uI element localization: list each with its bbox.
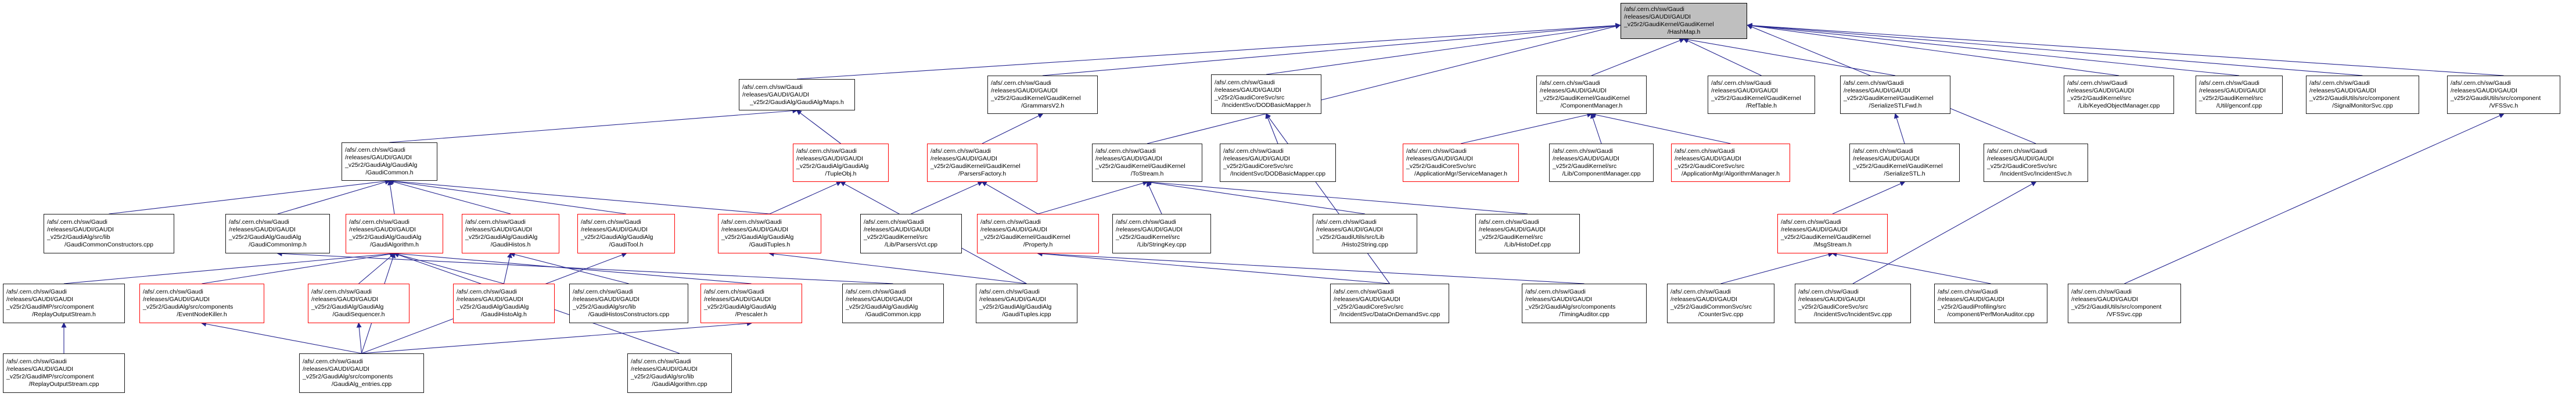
node-path-line: /afs/.cern.ch/sw/Gaudi: [345, 146, 405, 153]
graph-node-tostream_h[interactable]: [1092, 144, 1202, 182]
node-path-line: _v25r2/GaudiAlg/GaudiAlg: [311, 303, 384, 310]
node-path-line: /GaudiTuples.h: [749, 241, 791, 248]
node-path-line: _v25r2/GaudiKernel/src: [1553, 163, 1617, 170]
node-path-line: _v25r2/GaudiAlg/GaudiAlg: [349, 234, 422, 241]
node-path-line: /afs/.cern.ch/sw/Gaudi: [349, 219, 409, 226]
node-path-line: /afs/.cern.ch/sw/Gaudi: [1853, 148, 1913, 155]
node-path-line: /releases/GAUDI/GAUDI: [1406, 155, 1473, 162]
node-path-line: /releases/GAUDI/GAUDI: [991, 87, 1058, 94]
graph-node-componentmanager_cpp[interactable]: [1549, 144, 1654, 182]
node-path-line: _v25r2/GaudiKernel/src: [2067, 95, 2132, 102]
graph-node-keyedobjectmanager_cpp[interactable]: [2064, 76, 2174, 114]
node-path-line: _v25r2/GaudiCommonSvc/src: [1670, 303, 1752, 310]
node-path-line: /releases/GAUDI/GAUDI: [573, 296, 639, 303]
dependency-edge: [202, 323, 362, 353]
node-path-line: _v25r2/GaudiKernel/GaudiKernel: [1844, 95, 1934, 102]
node-path-line: /releases/GAUDI/GAUDI: [311, 296, 378, 303]
node-path-line: /afs/.cern.ch/sw/Gaudi: [1938, 288, 1998, 295]
node-path-line: /IncidentSvc/DODBasicMapper.h: [1221, 102, 1311, 109]
node-path-line: _v25r2/GaudiAlg/src/lib: [573, 303, 636, 310]
node-path-line: /afs/.cern.ch/sw/Gaudi: [465, 219, 526, 226]
node-path-line: _v25r2/GaudiAlg/GaudiAlg: [846, 303, 918, 310]
graph-node-stringkey_cpp[interactable]: [1112, 214, 1211, 253]
node-path-line: /HashMap.h: [1667, 28, 1701, 35]
dependency-edge: [1748, 25, 2239, 76]
node-path-line: _v25r2/GaudiCoreSvc/src: [1406, 163, 1476, 170]
graph-node-tupleobj_h[interactable]: [793, 144, 889, 182]
node-path-line: /afs/.cern.ch/sw/Gaudi: [6, 358, 67, 365]
node-path-line: /Lib/ComponentManager.cpp: [1562, 170, 1641, 177]
node-path-line: _v25r2/GaudiKernel/GaudiKernel: [1711, 95, 1801, 102]
node-path-line: _v25r2/GaudiMP/src/component: [6, 303, 94, 310]
node-path-line: _v25r2/GaudiCoreSvc/src: [1798, 303, 1869, 310]
node-path-line: /VFSSvc.cpp: [2107, 311, 2142, 318]
node-path-line: /afs/.cern.ch/sw/Gaudi: [1540, 80, 1600, 87]
node-path-line: _v25r2/GaudiKernel/GaudiKernel: [1781, 234, 1871, 241]
node-path-line: /GaudiAlgorithm.h: [369, 241, 419, 248]
node-path-line: _v25r2/GaudiKernel/src: [1116, 234, 1180, 241]
node-path-line: /IncidentSvc/IncidentSvc.cpp: [1813, 311, 1892, 318]
dependency-edge: [1684, 39, 1895, 76]
dependency-edge: [390, 110, 797, 142]
node-path-line: /releases/GAUDI/GAUDI: [704, 296, 771, 303]
node-path-line: _v25r2/GaudiKernel/GaudiKernel: [930, 163, 1021, 170]
node-path-line: /releases/GAUDI/GAUDI: [1938, 296, 2004, 303]
graph-node-parsersfactory_h[interactable]: [927, 144, 1037, 182]
node-path-line: /releases/GAUDI/GAUDI: [1540, 87, 1607, 94]
node-path-line: _v25r2/GaudiKernel/GaudiKernel: [980, 234, 1070, 241]
dependency-edge: [390, 181, 395, 214]
node-path-line: _v25r2/GaudiKernel/GaudiKernel: [1095, 163, 1185, 170]
graph-node-serializestlfwd_h[interactable]: [1840, 76, 1950, 114]
node-path-line: /TupleObj.h: [825, 170, 857, 177]
graph-node-eventnodekiller_h[interactable]: [139, 284, 264, 323]
node-path-line: /SerializeSTLFwd.h: [1869, 102, 1922, 109]
node-path-line: /releases/GAUDI/GAUDI: [742, 91, 809, 98]
dependency-edge: [1748, 25, 2504, 76]
node-path-line: /afs/.cern.ch/sw/Gaudi: [796, 148, 857, 155]
dependency-edge: [770, 182, 841, 214]
node-path-line: /releases/GAUDI/GAUDI: [980, 226, 1047, 233]
node-path-line: /SerializeSTL.h: [1884, 170, 1925, 177]
node-path-line: _v25r2/GaudiAlg/src/components: [143, 303, 233, 310]
node-path-line: /GaudiHistoAlg.h: [481, 311, 527, 318]
node-path-line: /afs/.cern.ch/sw/Gaudi: [2451, 80, 2511, 87]
node-path-line: _v25r2/GaudiCoreSvc/src: [1675, 163, 1745, 170]
node-path-line: /releases/GAUDI/GAUDI: [1798, 296, 1865, 303]
node-path-line: /ComponentManager.h: [1560, 102, 1623, 109]
node-path-line: _v25r2/GaudiKernel/GaudiKernel: [1540, 95, 1630, 102]
graph-node-reftable_h[interactable]: [1708, 76, 1815, 114]
graph-node-timingauditor_cpp[interactable]: [1522, 284, 1647, 323]
graph-node-gaudicommon_icpp[interactable]: [842, 284, 944, 323]
graph-node-msgstream_h[interactable]: [1777, 214, 1888, 253]
node-path-line: /afs/.cern.ch/sw/Gaudi: [573, 288, 633, 295]
graph-node-componentmanager_h[interactable]: [1536, 76, 1647, 114]
node-path-line: /afs/.cern.ch/sw/Gaudi: [742, 83, 803, 91]
node-path-line: /GaudiTuples.icpp: [1002, 311, 1051, 318]
node-path-line: /afs/.cern.ch/sw/Gaudi: [143, 288, 203, 295]
dependency-edge: [1684, 39, 1762, 76]
node-path-line: _v25r2/GaudiUtils/src/component: [2309, 95, 2400, 102]
node-path-line: /GaudiCommon.h: [365, 169, 414, 176]
node-path-line: _v25r2/GaudiKernel/src: [2199, 95, 2264, 102]
dependency-edge: [1461, 114, 1591, 144]
dependency-edge: [390, 181, 627, 214]
node-path-line: /releases/GAUDI/GAUDI: [1479, 226, 1546, 233]
node-path-line: /afs/.cern.ch/sw/Gaudi: [979, 288, 1040, 295]
dependency-edge: [1147, 182, 1365, 214]
node-path-line: /releases/GAUDI/GAUDI: [721, 226, 788, 233]
node-path-line: /releases/GAUDI/GAUDI: [1853, 155, 1920, 162]
node-path-line: /Lib/HistoDef.cpp: [1504, 241, 1551, 248]
graph-node-gaudihistosconstructors_cpp[interactable]: [569, 284, 688, 323]
node-path-line: /releases/GAUDI/GAUDI: [1095, 155, 1162, 162]
node-path-line: /releases/GAUDI/GAUDI: [6, 296, 73, 303]
node-path-line: /releases/GAUDI/GAUDI: [1670, 296, 1737, 303]
node-path-line: /afs/.cern.ch/sw/Gaudi: [1095, 148, 1156, 155]
dependency-edge: [1038, 182, 1147, 214]
node-path-line: /CounterSvc.cpp: [1698, 311, 1744, 318]
node-path-line: /IncidentSvc/DODBasicMapper.cpp: [1230, 170, 1325, 177]
node-path-line: /afs/.cern.ch/sw/Gaudi: [991, 80, 1051, 87]
node-path-line: /afs/.cern.ch/sw/Gaudi: [6, 288, 67, 295]
node-path-line: _v25r2/GaudiAlg/GaudiAlg: [457, 303, 529, 310]
graph-node-servicemanager_h[interactable]: [1403, 144, 1519, 182]
graph-node-histodef_cpp[interactable]: [1475, 214, 1580, 253]
node-path-line: /afs/.cern.ch/sw/Gaudi: [1675, 148, 1735, 155]
dependency-edge: [278, 181, 390, 214]
node-path-line: _v25r2/GaudiKernel/src: [1479, 234, 1543, 241]
node-path-line: /afs/.cern.ch/sw/Gaudi: [457, 288, 517, 295]
node-path-line: /releases/GAUDI/GAUDI: [1334, 296, 1400, 303]
graph-node-countersvc_cpp[interactable]: [1667, 284, 1774, 323]
graph-node-dodbasicmapper_cpp[interactable]: [1220, 144, 1336, 182]
node-path-line: /ReplayOutputStream.cpp: [28, 381, 99, 388]
node-path-line: /releases/GAUDI/GAUDI: [143, 296, 210, 303]
graph-node-hashmap_h[interactable]: [1621, 3, 1747, 39]
node-path-line: /afs/.cern.ch/sw/Gaudi: [930, 148, 991, 155]
node-path-line: /ReplayOutputStream.h: [32, 311, 96, 318]
dependency-edge: [982, 182, 1038, 214]
node-path-line: /releases/GAUDI/GAUDI: [1987, 155, 2054, 162]
graph-node-vfssvc_cpp[interactable]: [2068, 284, 2181, 323]
dependency-edge: [362, 323, 752, 353]
node-path-line: /GrammarsV2.h: [1021, 102, 1065, 109]
graph-node-property_h[interactable]: [977, 214, 1099, 253]
graph-node-gaudituples_h[interactable]: [718, 214, 821, 253]
node-path-line: /Lib/ParsersVct.cpp: [884, 241, 938, 248]
node-path-line: /afs/.cern.ch/sw/Gaudi: [311, 288, 372, 295]
node-path-line: /releases/GAUDI/GAUDI: [979, 296, 1046, 303]
dependency-edge: [1591, 114, 1731, 144]
dependency-edge: [394, 253, 752, 284]
graph-node-vfssvc_h[interactable]: [2447, 76, 2560, 114]
graph-node-gaudialgorithm_cpp[interactable]: [627, 353, 732, 393]
dependency-edge: [1147, 182, 1528, 214]
node-path-line: _v25r2/GaudiUtils/src/Lib: [1316, 234, 1385, 241]
node-path-line: /GaudiHistosConstructors.cpp: [588, 311, 670, 318]
dependency-edge: [1043, 25, 1620, 76]
node-path-line: /releases/GAUDI/GAUDI: [1116, 226, 1183, 233]
node-path-line: /afs/.cern.ch/sw/Gaudi: [2071, 288, 2132, 295]
node-path-line: /afs/.cern.ch/sw/Gaudi: [47, 219, 107, 226]
graph-node-replayoutputstream_cpp[interactable]: [3, 353, 125, 393]
node-path-line: /Histo2String.cpp: [1342, 241, 1388, 248]
graph-node-gaudialgorithm_h[interactable]: [346, 214, 443, 253]
graph-node-serializestl_h[interactable]: [1849, 144, 1960, 182]
node-path-line: /ApplicationMgr/AlgorithmManager.h: [1681, 170, 1780, 177]
graph-node-genconf_cpp[interactable]: [2196, 76, 2283, 114]
dependency-edge: [797, 110, 841, 144]
node-path-line: /afs/.cern.ch/sw/Gaudi: [2309, 80, 2370, 87]
node-path-line: _v25r2/GaudiAlg/src/lib: [47, 234, 110, 241]
graph-node-incidentsvc_h[interactable]: [1984, 144, 2088, 182]
node-path-line: /releases/GAUDI/GAUDI: [846, 296, 912, 303]
node-path-line: /GaudiSequencer.h: [332, 311, 385, 318]
dependency-edge: [770, 253, 1027, 284]
node-path-line: /afs/.cern.ch/sw/Gaudi: [1987, 148, 2047, 155]
graph-node-gaudituples_icpp[interactable]: [976, 284, 1077, 323]
node-path-line: /releases/GAUDI/GAUDI: [2067, 87, 2134, 94]
node-path-line: /VFSSvc.h: [2489, 102, 2518, 109]
graph-node-grammarsv2_h[interactable]: [987, 76, 1098, 114]
node-path-line: _v25r2/GaudiAlg/src/lib: [631, 373, 694, 380]
graph-node-dodbasicmapper_h[interactable]: [1211, 74, 1321, 114]
dependency-edge: [1748, 25, 2119, 76]
node-path-line: _v25r2/GaudiCoreSvc/src: [1334, 303, 1404, 310]
node-path-line: /releases/GAUDI/GAUDI: [2309, 87, 2376, 94]
dependency-edge: [1833, 253, 1991, 284]
node-path-line: /afs/.cern.ch/sw/Gaudi: [1670, 288, 1731, 295]
graph-node-perfmonauditor_cpp[interactable]: [1934, 284, 2047, 323]
node-path-line: /GaudiCommon.icpp: [865, 311, 921, 318]
node-path-line: /afs/.cern.ch/sw/Gaudi: [1316, 219, 1377, 226]
node-path-line: /afs/.cern.ch/sw/Gaudi: [229, 219, 289, 226]
node-path-line: _v25r2/GaudiUtils/src/component: [2451, 95, 2541, 102]
graph-node-gaudicommonconstructors_cpp[interactable]: [44, 214, 174, 253]
node-path-line: /releases/GAUDI/GAUDI: [1675, 155, 1741, 162]
node-path-line: _v25r2/GaudiMP/src/component: [6, 373, 94, 380]
node-path-line: /afs/.cern.ch/sw/Gaudi: [581, 219, 641, 226]
node-path-line: /releases/GAUDI/GAUDI: [2199, 87, 2266, 94]
node-path-line: _v25r2/GaudiCoreSvc/src: [1223, 163, 1294, 170]
node-path-line: /releases/GAUDI/GAUDI: [229, 226, 296, 233]
graph-node-gaudicommonimp_h[interactable]: [225, 214, 330, 253]
node-path-line: /afs/.cern.ch/sw/Gaudi: [1553, 148, 1613, 155]
node-path-line: _v25r2/GaudiAlg/GaudiAlg: [979, 303, 1052, 310]
node-path-line: /Prescaler.h: [735, 311, 768, 318]
node-path-line: /TimingAuditor.cpp: [1559, 311, 1609, 318]
node-path-line: /afs/.cern.ch/sw/Gaudi: [721, 219, 782, 226]
node-path-line: /GaudiCommonImp.h: [249, 241, 307, 248]
node-path-line: /releases/GAUDI/GAUDI: [796, 155, 863, 162]
node-path-line: /MsgStream.h: [1813, 241, 1852, 248]
node-path-line: /afs/.cern.ch/sw/Gaudi: [980, 219, 1041, 226]
node-path-line: /afs/.cern.ch/sw/Gaudi: [864, 219, 924, 226]
node-path-line: _v25r2/GaudiAlg/src/components: [1525, 303, 1616, 310]
graph-node-maps_h[interactable]: [739, 79, 855, 110]
dependency-edge: [109, 181, 390, 214]
graph-node-prescaler_h[interactable]: [700, 284, 802, 323]
node-path-line: /GaudiAlg_entries.cpp: [331, 381, 392, 388]
dependency-edge: [359, 323, 362, 353]
dependency-edge: [1895, 114, 1905, 144]
graph-node-signalmonitorsvc_cpp[interactable]: [2306, 76, 2419, 114]
graph-node-gauditool_h[interactable]: [577, 214, 675, 253]
dependency-edge: [1748, 25, 2363, 76]
graph-node-replayoutputstream_h[interactable]: [3, 284, 125, 323]
node-path-line: /afs/.cern.ch/sw/Gaudi: [1215, 79, 1275, 86]
node-path-line: /releases/GAUDI/GAUDI: [1711, 87, 1778, 94]
node-path-line: /releases/GAUDI/GAUDI: [1525, 296, 1592, 303]
node-path-line: /Lib/StringKey.cpp: [1137, 241, 1187, 248]
node-path-line: /GaudiTool.h: [609, 241, 644, 248]
dependency-edge: [982, 114, 1043, 144]
dependency-edge: [2125, 114, 2504, 284]
dependency-edge: [1591, 114, 1601, 144]
node-path-line: /Util/genconf.cpp: [2216, 102, 2262, 109]
node-path-line: _v25r2/GaudiAlg/GaudiAlg: [721, 234, 794, 241]
node-path-line: _v25r2/GaudiKernel/src: [864, 234, 928, 241]
node-path-line: /releases/GAUDI/GAUDI: [303, 366, 369, 373]
node-path-line: _v25r2/GaudiAlg/GaudiAlg: [704, 303, 777, 310]
node-path-line: /afs/.cern.ch/sw/Gaudi: [631, 358, 691, 365]
node-path-line: /releases/GAUDI/GAUDI: [1553, 155, 1619, 162]
dependency-edge: [1591, 39, 1684, 76]
graph-node-histo2string_cpp[interactable]: [1313, 214, 1417, 253]
graph-node-dataondemandsvc_cpp[interactable]: [1330, 284, 1449, 323]
node-path-line: /afs/.cern.ch/sw/Gaudi: [1479, 219, 1539, 226]
node-path-line: /Property.h: [1023, 241, 1053, 248]
graph-node-parsersvct_cpp[interactable]: [860, 214, 962, 253]
node-path-line: /releases/GAUDI/GAUDI: [1316, 226, 1383, 233]
node-path-line: /releases/GAUDI/GAUDI: [864, 226, 930, 233]
dependency-edge: [504, 253, 511, 284]
node-path-line: /afs/.cern.ch/sw/Gaudi: [1798, 288, 1859, 295]
node-path-line: /releases/GAUDI/GAUDI: [2071, 296, 2138, 303]
graph-node-gaudisequencer_h[interactable]: [308, 284, 409, 323]
node-path-line: /releases/GAUDI/GAUDI: [465, 226, 532, 233]
graph-node-algorithmmanager_h[interactable]: [1671, 144, 1790, 182]
node-path-line: _v25r2/GaudiCoreSvc/src: [1215, 94, 1285, 101]
graph-node-gaudialg_entries_cpp[interactable]: [299, 353, 424, 393]
node-path-line: /GaudiCommonConstructors.cpp: [64, 241, 153, 248]
graph-node-gaudihistoalg_h[interactable]: [453, 284, 555, 323]
node-path-line: /IncidentSvc/DataOnDemandSvc.cpp: [1339, 311, 1440, 318]
node-path-line: /afs/.cern.ch/sw/Gaudi: [704, 288, 764, 295]
node-path-line: _v25r2/GaudiAlg/src/components: [303, 373, 393, 380]
node-path-line: /afs/.cern.ch/sw/Gaudi: [2199, 80, 2259, 87]
node-path-line: /afs/.cern.ch/sw/Gaudi: [1525, 288, 1586, 295]
graph-node-gaudihistos_h[interactable]: [462, 214, 559, 253]
node-path-line: /EventNodeKiller.h: [177, 311, 227, 318]
node-path-line: /releases/GAUDI/GAUDI: [47, 226, 114, 233]
node-path-line: _v25r2/GaudiProfiling/src: [1938, 303, 2006, 310]
node-path-line: /releases/GAUDI/GAUDI: [345, 154, 412, 161]
node-path-line: /afs/.cern.ch/sw/Gaudi: [303, 358, 363, 365]
dependency-edge: [911, 182, 983, 214]
dependency-edge: [390, 181, 770, 214]
dependency-edge: [1266, 114, 1278, 144]
node-path-line: /releases/GAUDI/GAUDI: [349, 226, 416, 233]
node-path-line: _v25r2/GaudiAlg/GaudiAlg: [229, 234, 301, 241]
dependency-edge: [797, 25, 1620, 79]
node-path-line: /afs/.cern.ch/sw/Gaudi: [1781, 219, 1841, 226]
node-path-line: _v25r2/GaudiAlg/GaudiAlg: [465, 234, 538, 241]
node-path-line: /releases/GAUDI/GAUDI: [1624, 13, 1691, 20]
graph-node-incidentsvc_cpp[interactable]: [1795, 284, 1911, 323]
node-path-line: /afs/.cern.ch/sw/Gaudi: [846, 288, 906, 295]
node-path-line: /afs/.cern.ch/sw/Gaudi: [1406, 148, 1467, 155]
node-path-line: /component/PerfMonAuditor.cpp: [1947, 311, 2035, 318]
dependency-edge: [1038, 253, 1390, 284]
node-path-line: _v25r2/GaudiKernel/GaudiKernel: [1853, 163, 1943, 170]
node-path-line: /GaudiHistos.h: [490, 241, 531, 248]
node-path-line: /afs/.cern.ch/sw/Gaudi: [1116, 219, 1176, 226]
node-path-line: /releases/GAUDI/GAUDI: [1215, 87, 1281, 94]
dependency-edge: [1833, 182, 1905, 214]
node-path-line: _v25r2/GaudiAlg/GaudiAlg: [345, 162, 418, 169]
node-path-line: /releases/GAUDI/GAUDI: [457, 296, 523, 303]
node-path-line: /releases/GAUDI/GAUDI: [2451, 87, 2517, 94]
node-path-line: /SignalMonitorSvc.cpp: [2332, 102, 2393, 109]
node-path-line: /Lib/KeyedObjectManager.cpp: [2078, 102, 2160, 109]
node-path-line: /GaudiAlgorithm.cpp: [652, 381, 707, 388]
dependency-edge: [1266, 114, 1390, 284]
node-path-line: /afs/.cern.ch/sw/Gaudi: [1624, 6, 1684, 13]
graph-node-gaudicommon_h[interactable]: [342, 142, 437, 181]
node-path-line: /afs/.cern.ch/sw/Gaudi: [2067, 80, 2128, 87]
node-path-line: _v25r2/GaudiUtils/src/component: [2071, 303, 2162, 310]
node-path-line: _v25r2/GaudiAlg/GaudiAlg: [796, 163, 869, 170]
node-path-line: /releases/GAUDI/GAUDI: [1223, 155, 1290, 162]
dependency-edge: [1147, 182, 1162, 214]
dependency-edge: [1721, 253, 1833, 284]
node-path-line: /afs/.cern.ch/sw/Gaudi: [1711, 80, 1772, 87]
node-path-line: /afs/.cern.ch/sw/Gaudi: [1223, 148, 1284, 155]
dependency-edge: [1266, 25, 1620, 74]
node-path-line: /ParsersFactory.h: [958, 170, 1007, 177]
node-path-line: _v25r2/GaudiKernel/GaudiKernel: [1624, 21, 1714, 28]
node-path-line: /releases/GAUDI/GAUDI: [581, 226, 648, 233]
node-path-line: /releases/GAUDI/GAUDI: [930, 155, 997, 162]
dependency-edge: [1038, 253, 1585, 284]
node-path-line: /ApplicationMgr/ServiceManager.h: [1414, 170, 1507, 177]
node-path-line: /ToStream.h: [1130, 170, 1164, 177]
node-path-line: /releases/GAUDI/GAUDI: [6, 366, 73, 373]
node-path-line: _v25r2/GaudiAlg/GaudiAlg: [581, 234, 653, 241]
node-path-line: /afs/.cern.ch/sw/Gaudi: [1844, 80, 1904, 87]
node-path-line: /releases/GAUDI/GAUDI: [631, 366, 698, 373]
node-path-line: /afs/.cern.ch/sw/Gaudi: [1334, 288, 1394, 295]
node-path-line: /releases/GAUDI/GAUDI: [1844, 87, 1910, 94]
node-path-line: _v25r2/GaudiKernel/GaudiKernel: [991, 95, 1081, 102]
node-path-line: _v25r2/GaudiAlg/GaudiAlg/Maps.h: [750, 98, 844, 106]
node-path-line: /releases/GAUDI/GAUDI: [1781, 226, 1848, 233]
node-path-line: /RefTable.h: [1745, 102, 1777, 109]
node-path-line: _v25r2/GaudiCoreSvc/src: [1987, 163, 2057, 170]
dependency-edge: [511, 253, 629, 284]
node-path-line: /IncidentSvc/IncidentSvc.h: [2000, 170, 2072, 177]
